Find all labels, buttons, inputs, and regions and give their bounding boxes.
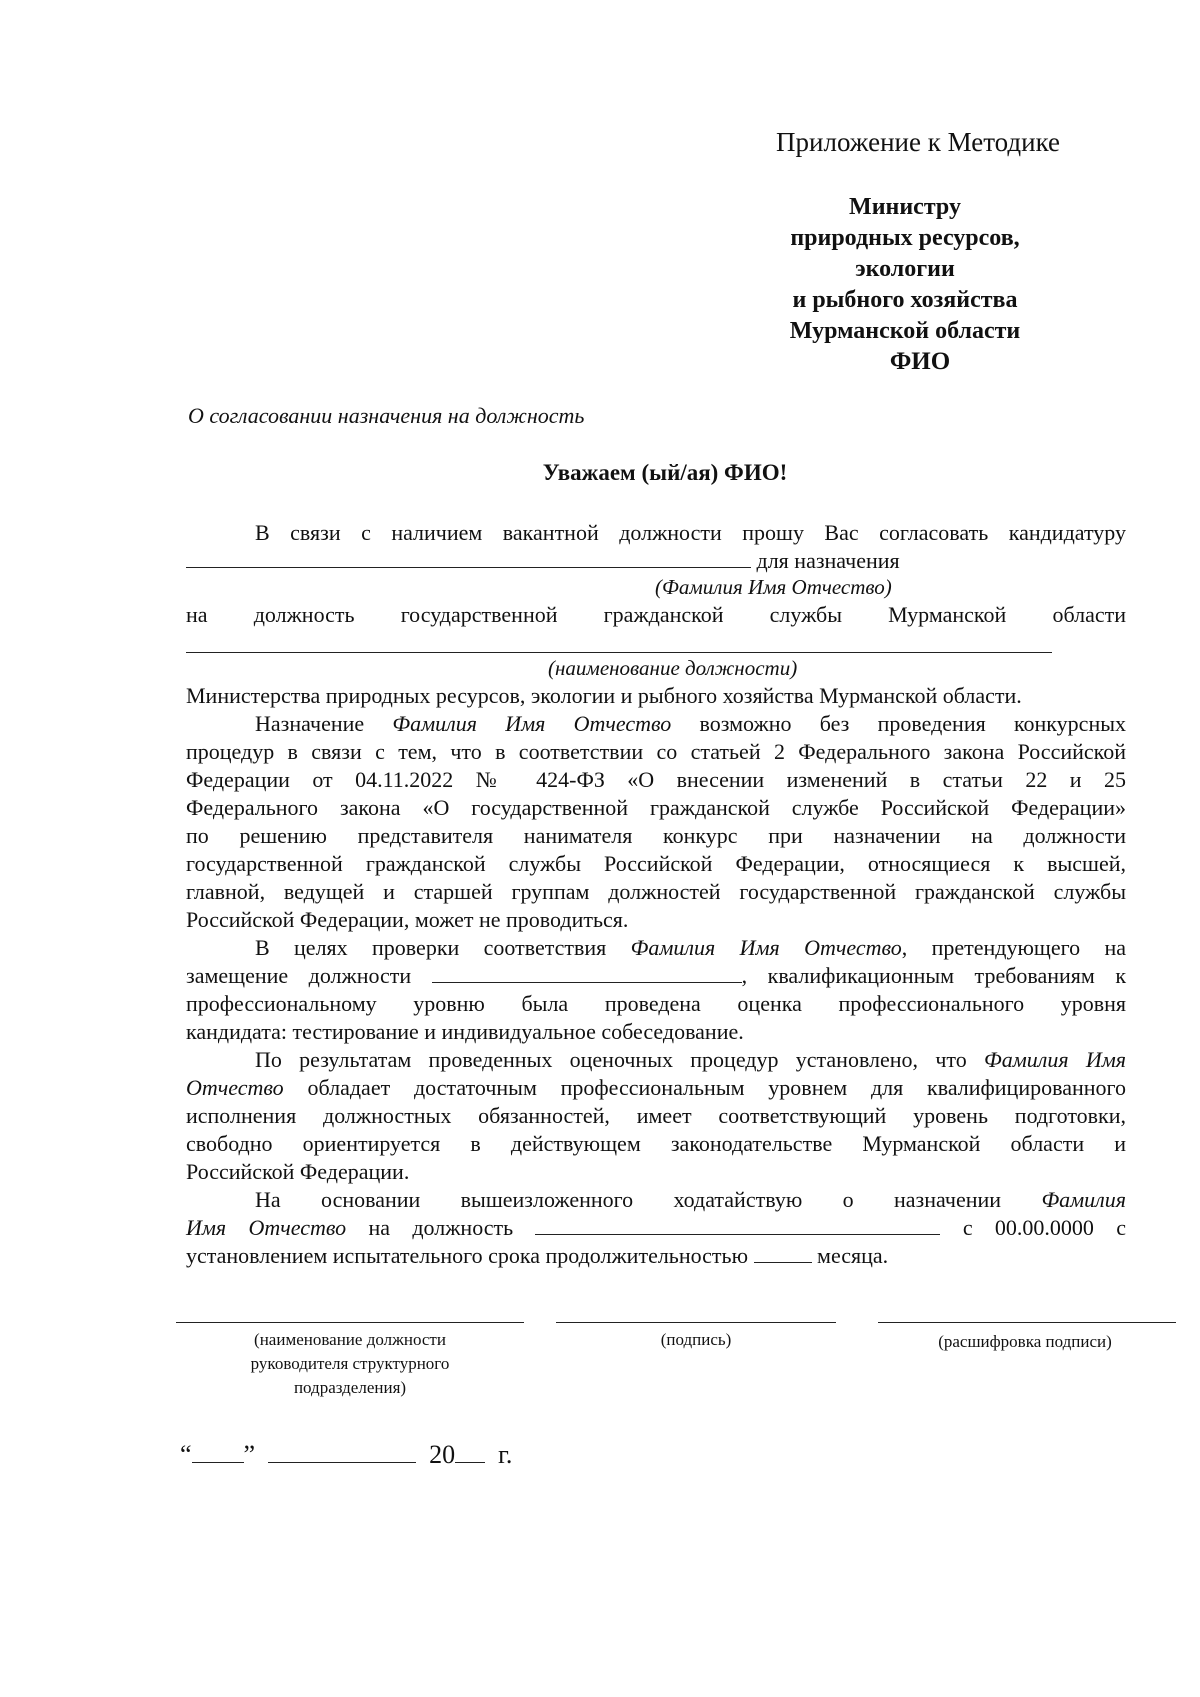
year-field[interactable]	[455, 1442, 485, 1463]
year-prefix: 20	[429, 1440, 456, 1469]
position-hint: (наименование должности)	[548, 656, 798, 680]
addressee-line: и рыбного хозяйства	[792, 287, 1018, 313]
addressee-line: природных ресурсов, экологии	[790, 225, 1020, 282]
paragraph-2-line: Федерального закона «О государственной гражданской службе Российской Федерации»	[186, 795, 1126, 820]
paragraph-5-line	[255, 1187, 1126, 1213]
paragraph-3-line	[255, 935, 1126, 961]
paragraph-1-line	[186, 548, 900, 574]
signature-line[interactable]	[556, 1322, 836, 1323]
candidate-name: Отчество	[186, 1075, 284, 1100]
paragraph-4-line: исполнения должностных обязанностей, имеет соответствующий уровень подготовки,	[186, 1103, 1126, 1128]
paragraph-1-line: на должность государственной гражданской службы Мурманской области	[186, 602, 1126, 627]
position-caption	[200, 1328, 500, 1400]
addressee-fio: ФИО	[889, 348, 951, 375]
letter-subject: О согласовании назначения на должность	[188, 403, 585, 428]
paragraph-3-text: В целях проверки соответствия	[255, 935, 607, 960]
signature-decode-caption: (расшифровка подписи)	[938, 1332, 1112, 1351]
date-quote: “	[180, 1440, 192, 1469]
addressee-line: Мурманской области	[789, 318, 1021, 344]
salutation: Уважаем (ый/ая) ФИО!	[542, 460, 788, 485]
candidate-name: Имя Отчество	[186, 1215, 347, 1240]
paragraph-5-text: На основании вышеизложенного ходатайствую о назначении	[255, 1187, 1002, 1212]
position-blank-field[interactable]	[186, 652, 1052, 653]
date-line	[180, 1440, 512, 1470]
paragraph-1-text: для назначения	[756, 548, 900, 573]
day-field[interactable]	[192, 1442, 244, 1463]
paragraph-2-line	[255, 711, 1126, 737]
paragraph-2-line: процедур в связи с тем, что в соответствии со статьей 2 Федерального закона Российской	[186, 739, 1126, 764]
addressee-line: Министру	[849, 194, 961, 220]
position-signature-line[interactable]	[176, 1322, 524, 1323]
caption-line: (наименование должности	[254, 1330, 446, 1349]
fio-blank-field[interactable]	[186, 549, 751, 568]
paragraph-5-text: на должность	[368, 1215, 514, 1240]
caption-line: подразделения)	[293, 1378, 407, 1397]
paragraph-3-text: , квалификационным требованиям к	[741, 963, 1127, 988]
paragraph-2-text: возможно без проведения конкурсных	[699, 711, 1126, 736]
candidate-name: Фамилия Имя Отчество	[392, 711, 672, 736]
paragraph-4-line: Российской Федерации.	[186, 1159, 410, 1184]
paragraph-3-line	[186, 963, 1126, 989]
position-blank-field[interactable]	[535, 1216, 940, 1235]
paragraph-2-line: государственной гражданской службы Российской Федерации, относящиеся к высшей,	[186, 851, 1126, 876]
paragraph-3-text: , претендующего на	[901, 935, 1126, 960]
candidate-name: Фамилия Имя	[984, 1047, 1126, 1072]
paragraph-5-line	[186, 1243, 888, 1269]
year-suffix: г.	[498, 1440, 513, 1469]
paragraph-4-text: По результатам проведенных оценочных процедур установлено, что	[255, 1047, 967, 1072]
paragraph-5-line	[186, 1215, 1126, 1241]
signature-decode-line[interactable]	[878, 1322, 1176, 1323]
paragraph-3-line: профессиональному уровню была проведена оценка профессионального уровня	[186, 991, 1126, 1016]
fio-hint: (Фамилия Имя Отчество)	[655, 575, 892, 599]
caption-line: руководителя структурного	[250, 1354, 450, 1373]
appointment-date: с 00.00.0000 с	[962, 1215, 1126, 1240]
paragraph-5-text: установлением испытательного срока продолжительностью	[186, 1243, 749, 1268]
position-blank-field[interactable]	[432, 964, 742, 983]
paragraph-4-line: свободно ориентируется в действующем законодательстве Мурманской области и	[186, 1131, 1126, 1156]
paragraph-2-text: Назначение	[255, 711, 365, 736]
paragraph-3-line: кандидата: тестирование и индивидуальное собеседование.	[186, 1019, 744, 1044]
paragraph-4-text: обладает достаточным профессиональным уровнем для квалифицированного	[307, 1075, 1126, 1100]
paragraph-2-line: главной, ведущей и старшей группам должностей государственной гражданской службы	[186, 879, 1126, 904]
paragraph-5-text: месяца.	[817, 1243, 889, 1268]
paragraph-4-line	[255, 1047, 1126, 1073]
month-field[interactable]	[268, 1442, 416, 1463]
paragraph-2-line: по решению представителя нанимателя конкурс при назначении на должности	[186, 823, 1126, 848]
probation-months-field[interactable]	[754, 1244, 812, 1263]
candidate-name: Фамилия	[1041, 1187, 1126, 1212]
date-quote: ”	[243, 1440, 256, 1469]
paragraph-3-text: замещение должности	[186, 963, 412, 988]
paragraph-2-line: Федерации от 04.11.2022 № 424-ФЗ «О внесении изменений в статьи 22 и 25	[186, 767, 1126, 792]
paragraph-1-line: В связи с наличием вакантной должности прошу Вас согласовать кандидатуру	[255, 520, 1126, 545]
paragraph-2-line: Российской Федерации, может не проводиться.	[186, 907, 629, 932]
signature-caption: (подпись)	[660, 1330, 732, 1349]
candidate-name: Фамилия Имя Отчество	[630, 935, 902, 960]
paragraph-4-line	[186, 1075, 1126, 1101]
addressee-block	[740, 192, 1070, 347]
paragraph-1-line: Министерства природных ресурсов, экологии и рыбного хозяйства Мурманской области.	[186, 683, 1022, 708]
appendix-label: Приложение к Методике	[776, 127, 1060, 157]
